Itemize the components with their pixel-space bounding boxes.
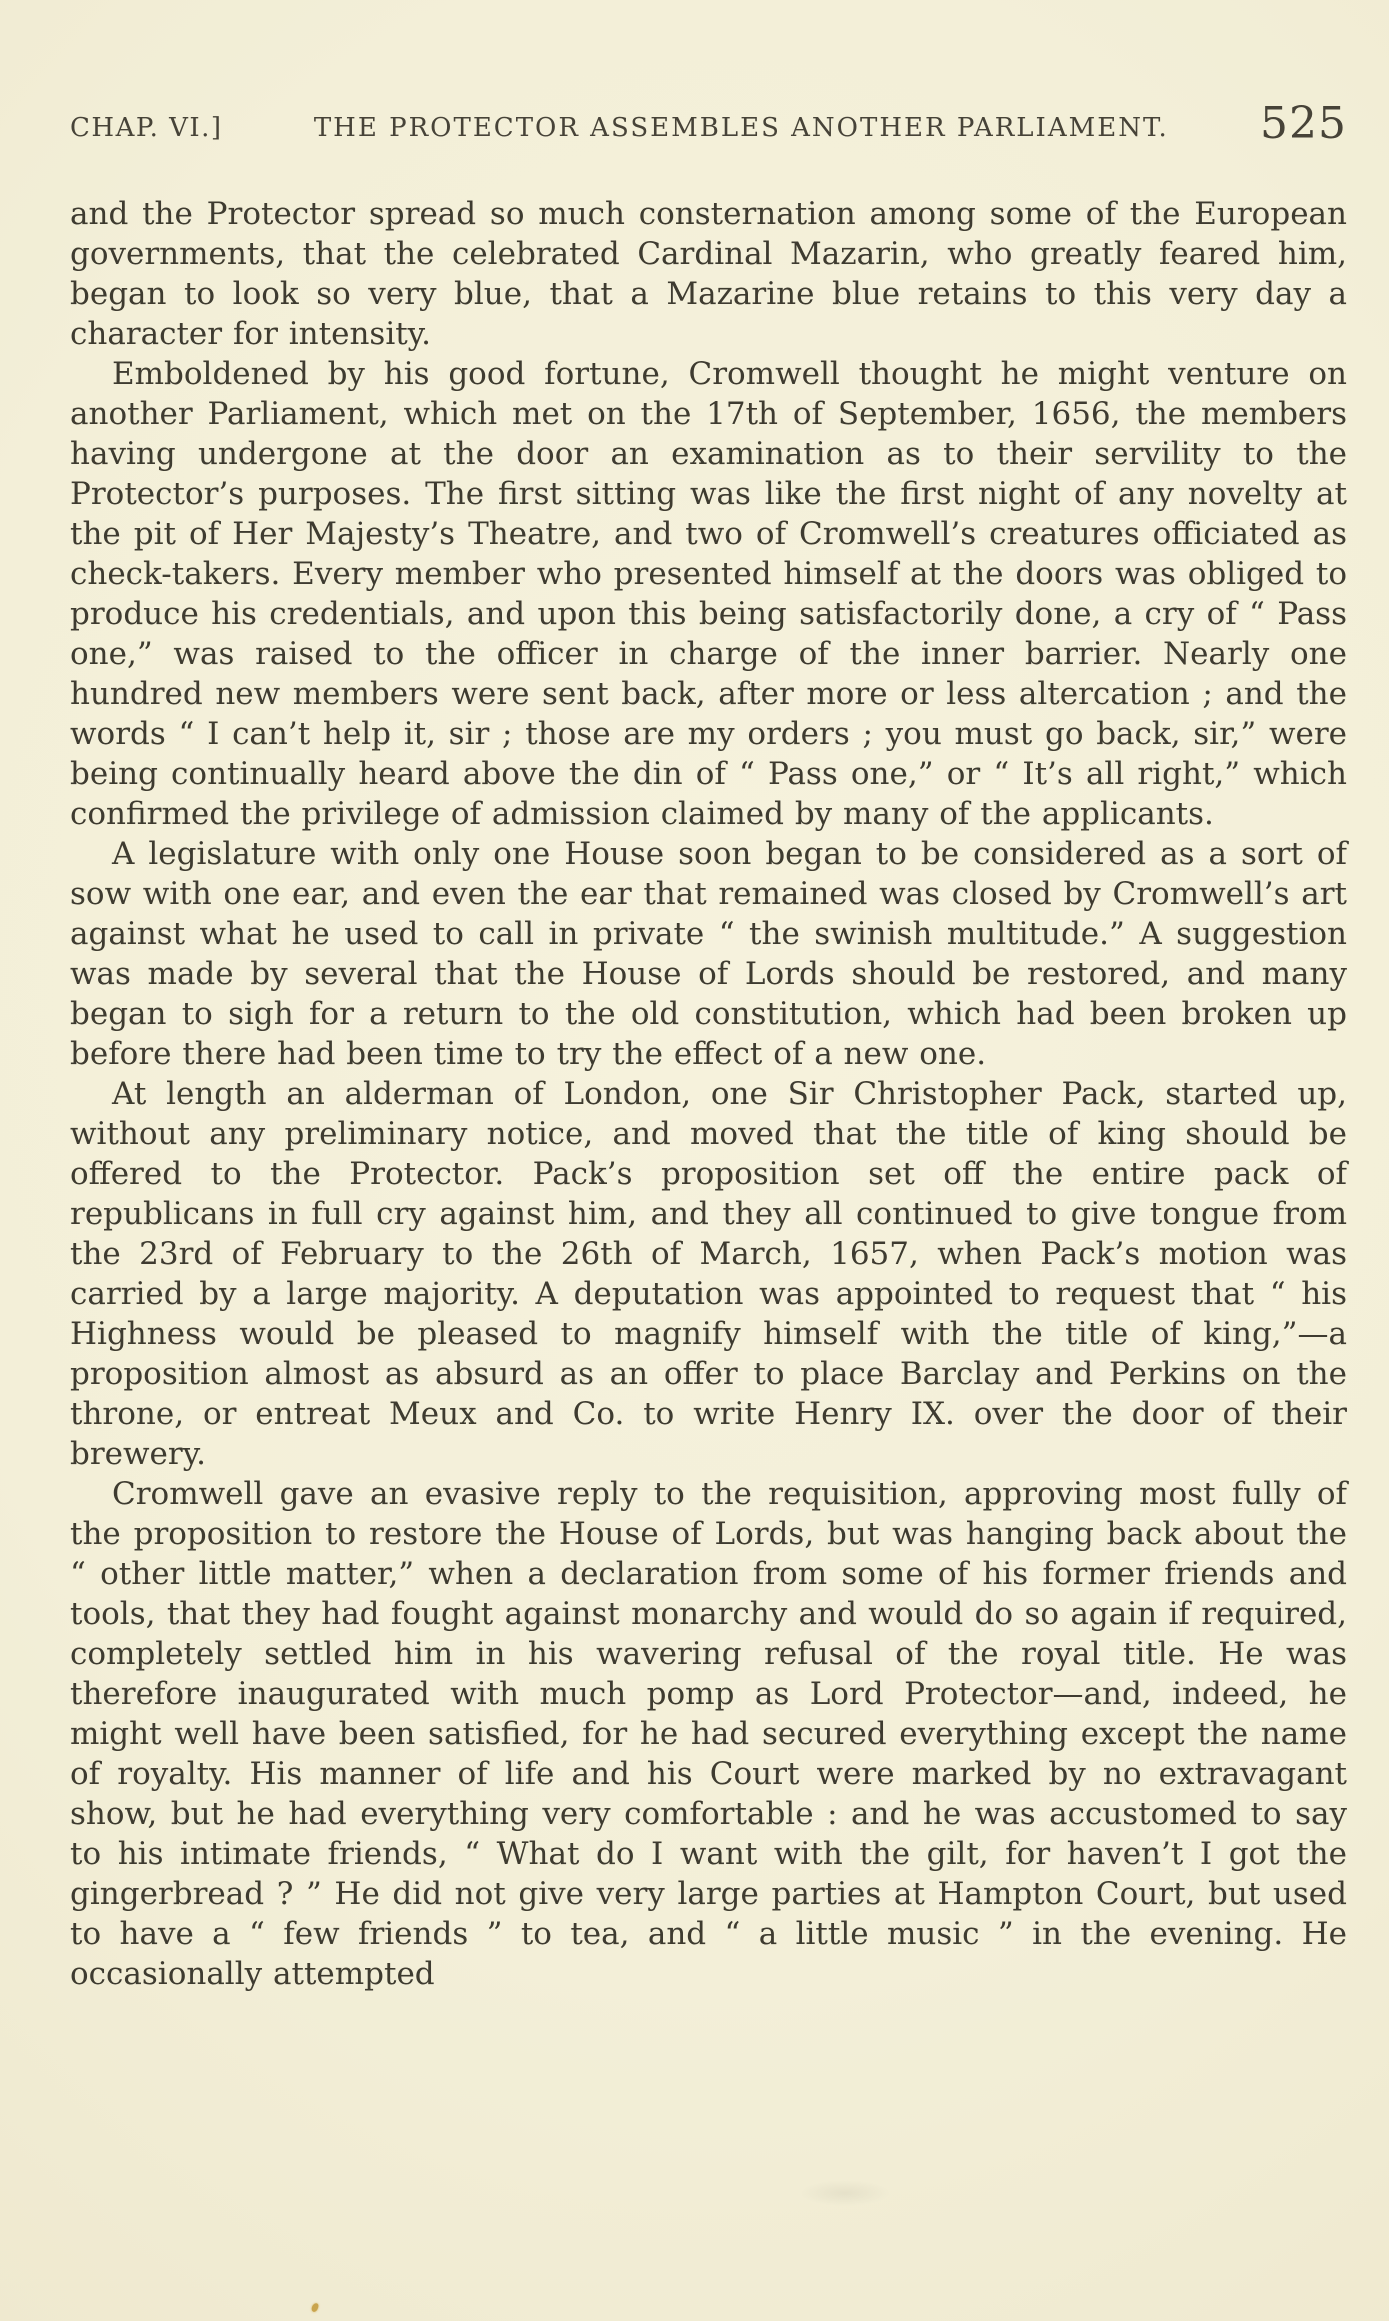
paragraph: Emboldened by his good fortune, Cromwell thought he might venture on another Parliament, which met on the 17th of September, 1656, the members having undergone at the door an examination as to their servility to the Protector’s purposes. The first sitting was like the first night of any novelty at the pit of Her Majesty’s Theatre, and two of Cromwell’s creatures officiated as check-takers. Every member who presented himself at the doors was obliged to produce his credentials, and upon this being satisfactorily done, a cry of “ Pass one,” was raised to the officer in charge of the inner barrier. Nearly one hundred new members were sent back, after more or less altercation ; and the words “ I can’t help it, sir ; those are my orders ; you must go back, sir,” were being continually heard above the din of “ Pass one,” or “ It’s all right,” which confirmed the privilege of admission claimed by many of the applicants.: [70, 356, 1347, 832]
page-header: [70, 96, 1347, 154]
page-content: [70, 96, 1347, 1994]
page-number: 525: [1260, 98, 1347, 149]
paragraph: and the Protector spread so much consternation among some of the European governments, that the celebrated Cardinal Mazarin, who greatly feared him, began to look so very blue, that a Mazarine blue retains to this very day a character for intensity.: [70, 196, 1347, 352]
paragraph: At length an alderman of London, one Sir Christopher Pack, started up, without any preliminary notice, and moved that the title of king should be offered to the Protector. Pack’s proposition set off the entire pack of republicans in full cry against him, and they all continued to give tongue from the 23rd of February to the 26th of March, 1657, when Pack’s motion was carried by a large majority. A deputation was appointed to request that “ his Highness would be pleased to magnify himself with the title of king,”—a proposition almost as absurd as an offer to place Barclay and Perkins on the throne, or entreat Meux and Co. to write Henry IX. over the door of their brewery.: [70, 1076, 1347, 1472]
paragraph: Cromwell gave an evasive reply to the requisition, approving most fully of the proposition to restore the House of Lords, but was hanging back about the “ other little matter,” when a declaration from some of his former friends and tools, that they had fought against monarchy and would do so again if required, completely settled him in his wavering refusal of the royal title. He was therefore inaugurated with much pomp as Lord Protector—and, indeed, he might well have been satisfied, for he had secured everything except the name of royalty. His manner of life and his Court were marked by no extravagant show, but he had everything very comfortable : and he was accustomed to say to his intimate friends, “ What do I want with the gilt, for haven’t I got the gingerbread ? ” He did not give very large parties at Hampton Court, but used to have a “ few friends ” to tea, and “ a little music ” in the evening. He occasionally attempted: [70, 1476, 1347, 1992]
chapter-label: CHAP. VI.]: [70, 113, 223, 143]
paper-smudge: [800, 2180, 890, 2206]
running-title: THE PROTECTOR ASSEMBLES ANOTHER PARLIAMENT.: [313, 113, 1169, 143]
body-text: [70, 194, 1347, 1994]
paragraph: A legislature with only one House soon began to be considered as a sort of sow with one ear, and even the ear that remained was closed by Cromwell’s art against what he used to call in private “ the swinish multitude.” A suggestion was made by several that the House of Lords should be restored, and many began to sigh for a return to the old constitution, which had been broken up before there had been time to try the effect of a new one.: [70, 836, 1347, 1072]
paper-speck: [311, 2302, 319, 2312]
